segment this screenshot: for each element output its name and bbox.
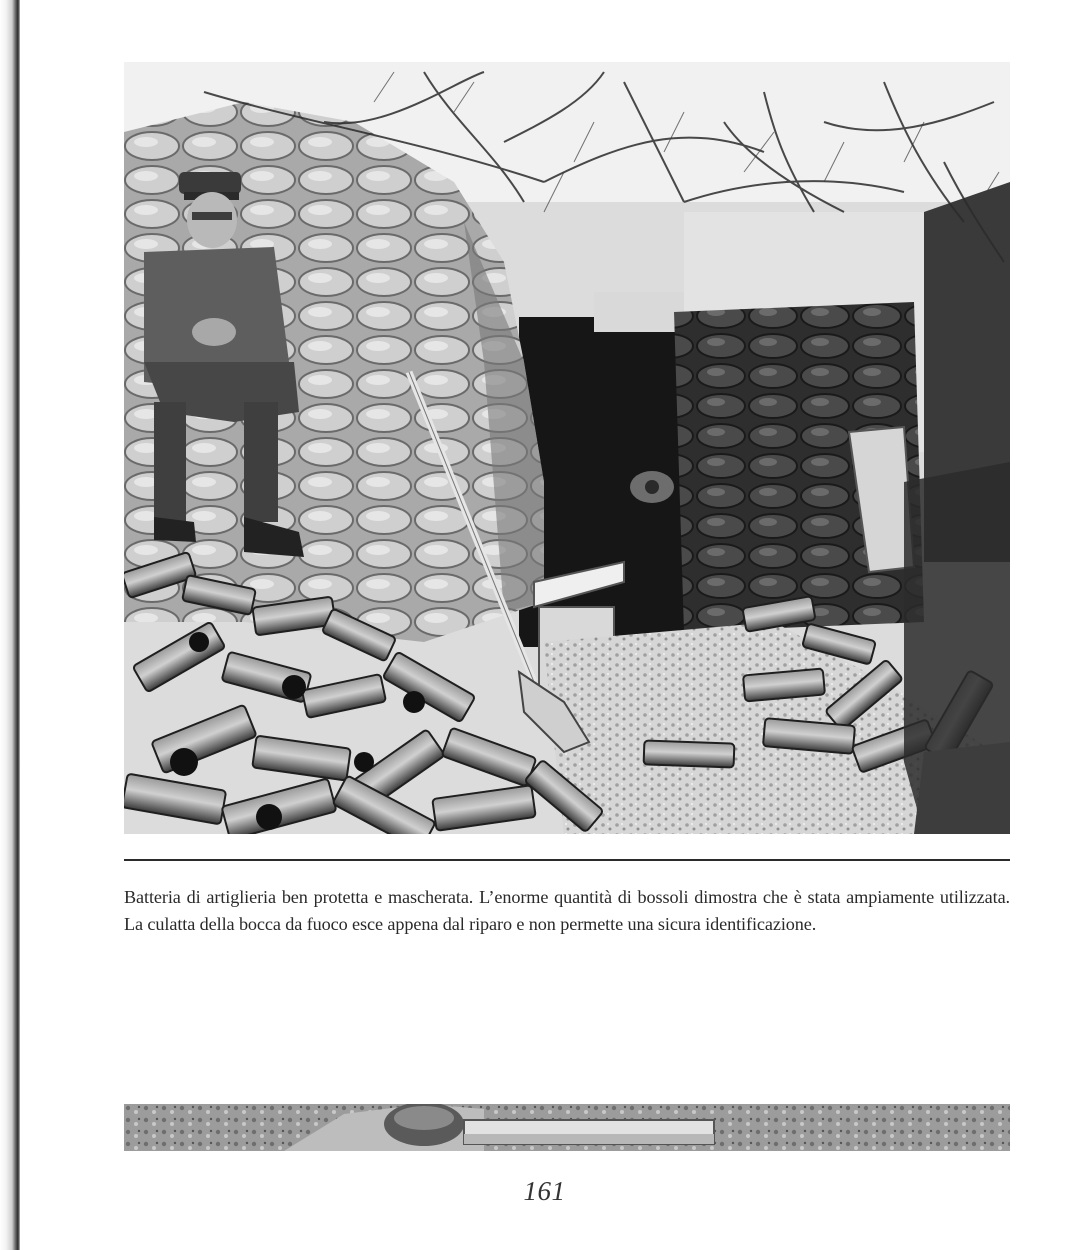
caption-divider xyxy=(124,859,1010,861)
next-photo-fragment xyxy=(124,1104,1010,1151)
artillery-battery-photo xyxy=(124,62,1010,834)
book-spine-shadow xyxy=(0,0,20,1250)
photo-caption: Batteria di artiglieria ben protetta e mascherata. L’enorme quantità di bossoli dimostra che è stata ampiamente utilizzata. La culatta della bocca da fuoco esce appena dal riparo e non permette una sicura identificazione. xyxy=(124,887,1010,934)
page-number: 161 xyxy=(523,1176,566,1206)
